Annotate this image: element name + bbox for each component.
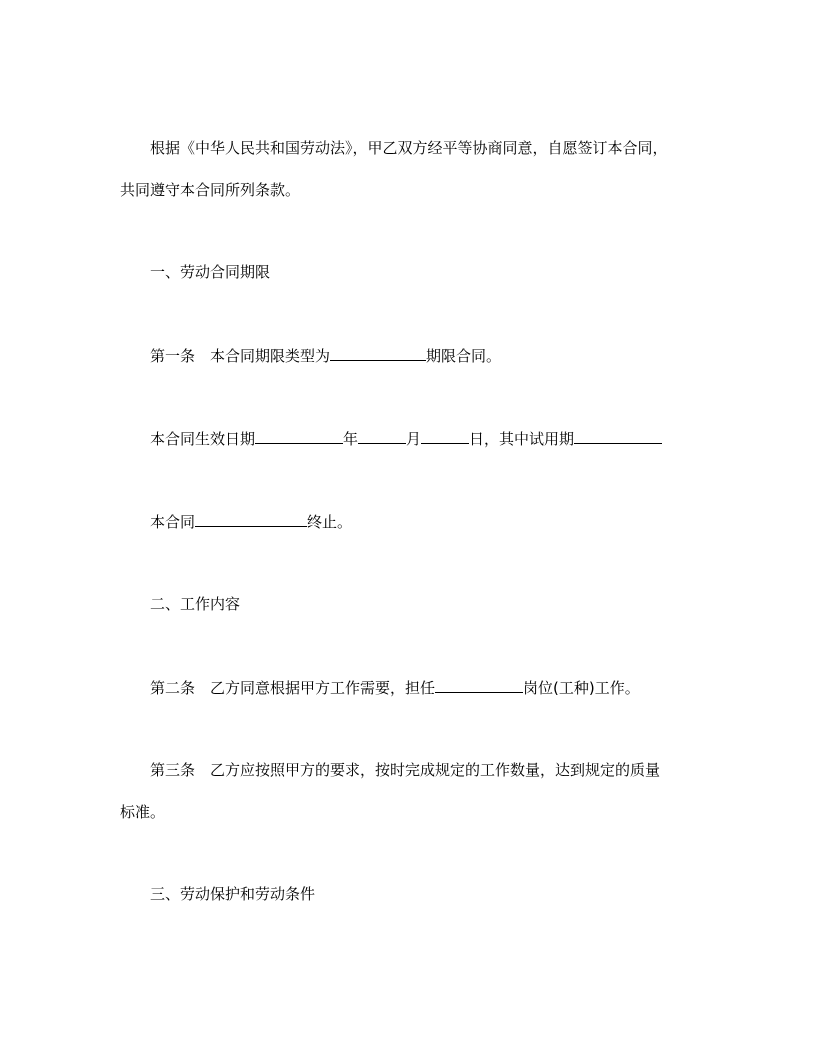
effective-day-blank[interactable] — [421, 428, 469, 444]
year-label: 年 — [343, 430, 359, 448]
article-2-prefix: 第二条 乙方同意根据甲方工作需要，担任 — [150, 679, 436, 697]
day-probation-label: 日，其中试用期 — [469, 430, 575, 448]
termination-date-blank[interactable] — [195, 511, 307, 527]
contract-type-blank[interactable] — [330, 345, 426, 361]
intro-line-1: 根据《中华人民共和国劳动法》，甲乙双方经平等协商同意，自愿签订本合同， — [150, 139, 668, 157]
effective-date-line — [150, 428, 662, 449]
probation-period-blank[interactable] — [574, 428, 662, 444]
termination-line — [150, 511, 352, 532]
section-heading-protection: 三、劳动保护和劳动条件 — [150, 885, 316, 903]
article-2 — [150, 677, 640, 698]
effective-year-blank[interactable] — [255, 428, 343, 444]
article-1-prefix: 第一条 本合同期限类型为 — [150, 347, 331, 365]
effective-date-label: 本合同生效日期 — [150, 430, 256, 448]
month-label: 月 — [406, 430, 422, 448]
termination-prefix: 本合同 — [150, 513, 196, 531]
position-blank[interactable] — [435, 677, 523, 693]
article-1 — [150, 345, 501, 366]
effective-month-blank[interactable] — [358, 428, 406, 444]
article-3-line-1: 第三条 乙方应按照甲方的要求，按时完成规定的工作数量，达到规定的质量 — [150, 761, 661, 779]
intro-line-2: 共同遵守本合同所列条款。 — [120, 181, 301, 199]
termination-suffix: 终止。 — [307, 513, 353, 531]
article-3-line-2: 标准。 — [120, 803, 166, 821]
article-1-suffix: 期限合同。 — [426, 347, 502, 365]
section-heading-work: 二、工作内容 — [150, 595, 241, 613]
section-heading-term: 一、劳动合同期限 — [150, 263, 271, 281]
article-2-suffix: 岗位(工种)工作。 — [523, 679, 640, 697]
